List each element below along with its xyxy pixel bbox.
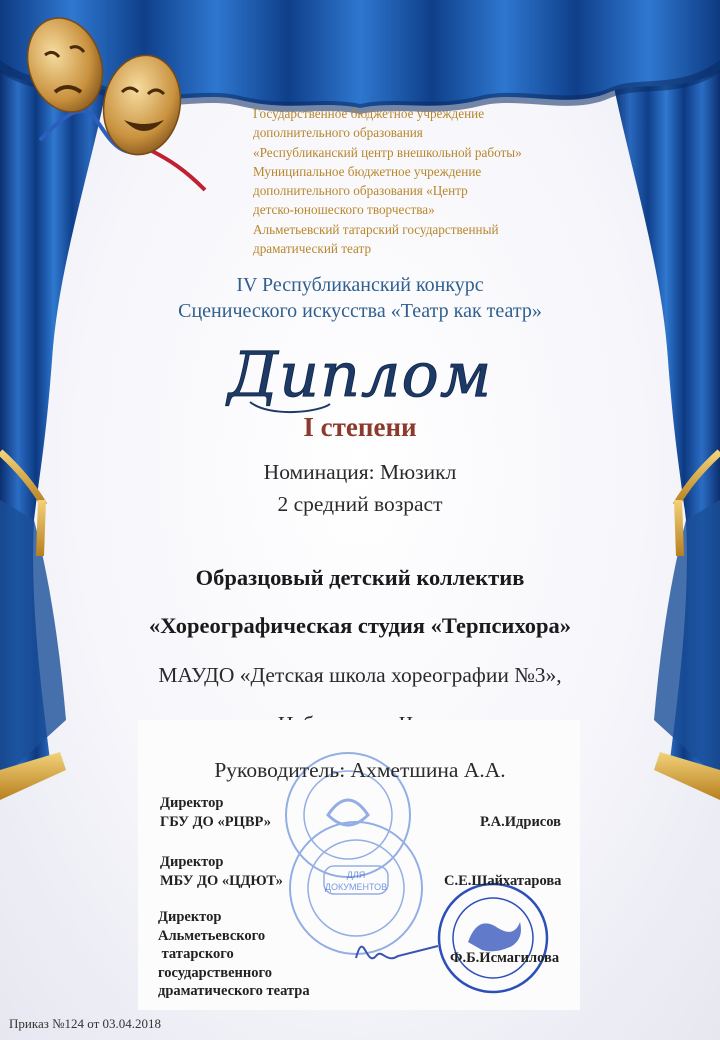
org-line: Муниципальное бюджетное учреждение	[253, 163, 482, 179]
diploma-title	[210, 330, 510, 420]
org-line: Альметьевский татарский государственный	[253, 221, 499, 237]
signer-2-name: С.Е.Шайхатарова	[444, 873, 562, 889]
contest-subtitle: Сценического искусства «Театр как театр»	[178, 300, 542, 322]
organizations-block	[253, 104, 613, 258]
recipient-leader: Руководитель: Ахметшина А.А.	[214, 758, 506, 782]
recipient-studio: «Хореографическая студия «Терпсихора»	[148, 613, 572, 638]
contest-title: IV Республиканский конкурс	[236, 274, 484, 296]
signer-2-title: Директор МБУ ДО «ЦДЮТ»	[160, 854, 283, 889]
org-line: Государственное бюджетное учреждение	[253, 106, 485, 121]
stamp-text: ДЛЯ	[346, 870, 366, 880]
signer-3-title: Директор Альметьевского татарского государственного драматического театра	[158, 909, 310, 999]
signer-1-title: Директор ГБУ ДО «РЦВР»	[160, 795, 271, 830]
org-line: «Республиканский центр внешкольной работы»	[253, 144, 522, 160]
diploma-title-text: Диплом	[227, 338, 493, 411]
recipient-collective: Образцовый детский коллектив	[195, 565, 525, 590]
org-line: дополнительного образования	[253, 125, 423, 141]
order-reference: Приказ №124 от 03.04.2018	[9, 1016, 162, 1031]
recipient-school: МАУДО «Детская школа хореографии №3»,	[158, 663, 562, 687]
signer-3-name: Ф.Б.Исмагилова	[450, 950, 560, 966]
age-group: 2 средний возраст	[277, 492, 443, 516]
org-line: драматический театр	[253, 241, 372, 257]
diploma-degree: I степени	[303, 412, 417, 442]
org-line: детско-юношеского творчества»	[253, 202, 435, 218]
nomination: Номинация: Мюзикл	[263, 460, 457, 484]
org-line: дополнительного образования «Центр	[253, 183, 468, 199]
stamp-text: ДОКУМЕНТОВ	[324, 882, 388, 892]
signer-1-name: Р.А.Идрисов	[480, 814, 561, 830]
